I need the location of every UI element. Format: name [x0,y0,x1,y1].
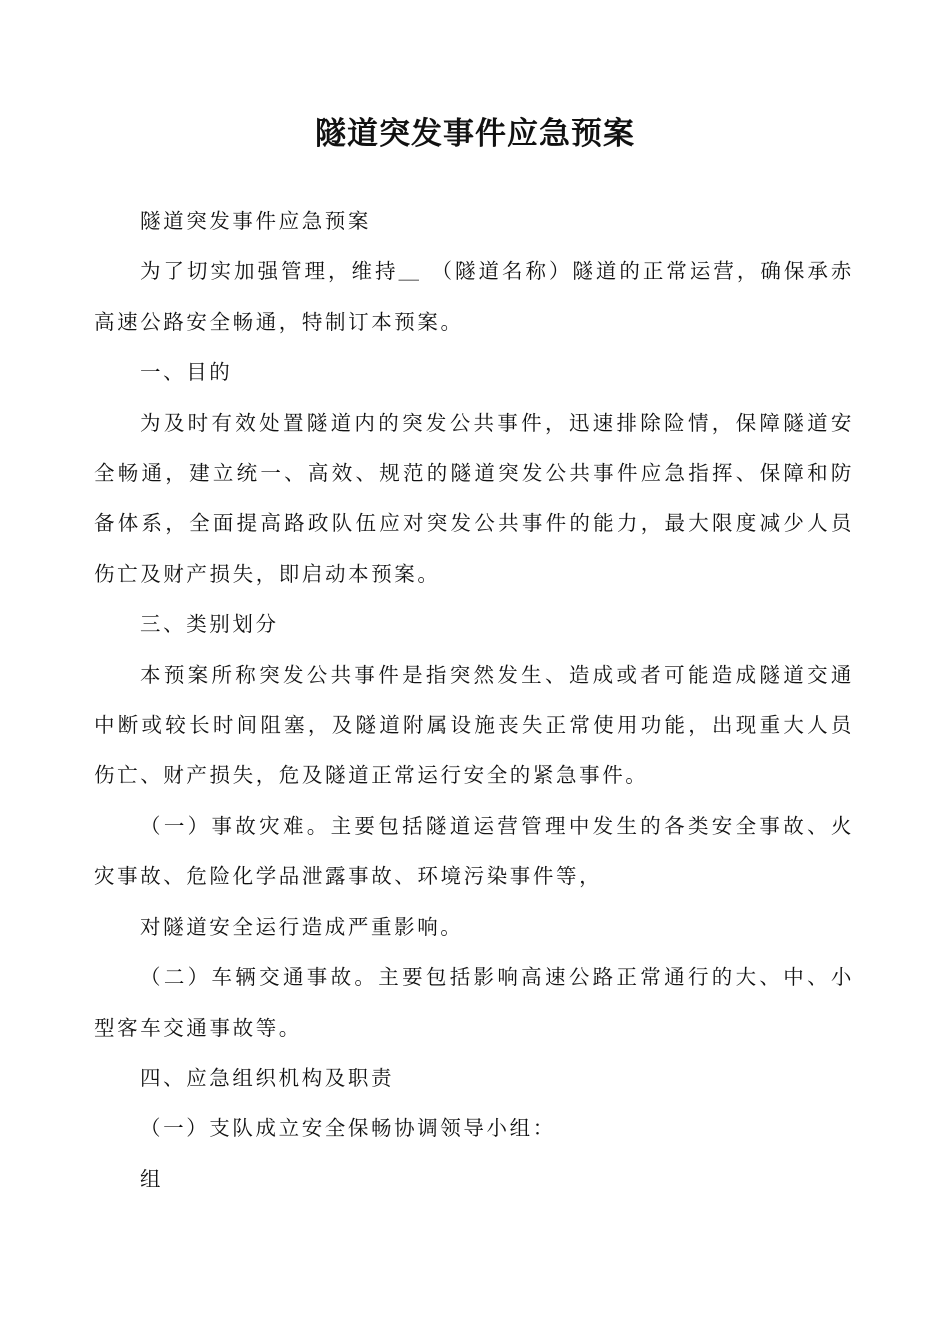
paragraph-intro: 为了切实加强管理，维持＿ （隧道名称）隧道的正常运营，确保承赤高速公路安全畅通，特制订本预案。 [94,259,854,334]
paragraph-group-fragment: 组 [140,1166,164,1191]
section-heading-classification: 三、类别划分 [140,612,279,637]
paragraph-accident-disasters: （一）事故灾难。主要包括隧道运营管理中发生的各类安全事故、火灾事故、危险化学品泄露事故、环境污染事件等， [94,813,854,889]
document-body [94,196,854,1204]
paragraph-heading-repeat: 隧道突发事件应急预案 [140,209,371,233]
paragraph-leadership-group: （一）支队成立安全保畅协调领导小组： [140,1116,556,1141]
section-heading-organization: 四、应急组织机构及职责 [140,1065,395,1090]
paragraph-accident-impact: 对隧道安全运行造成严重影响。 [140,914,464,939]
paragraph-purpose: 为及时有效处置隧道内的突发公共事件，迅速排除险情，保障隧道安全畅通，建立统一、高效、规范的隧道突发公共事件应急指挥、保障和防备体系，全面提高路政队伍应对突发公共事件的能力，最大限度减少人员伤亡及财产损失，即启动本预案。 [94,410,854,586]
document-title: 隧道突发事件应急预案 [315,115,635,152]
paragraph-classification: 本预案所称突发公共事件是指突然发生、造成或者可能造成隧道交通中断或较长时间阻塞，及隧道附属设施丧失正常使用功能，出现重大人员伤亡、财产损失，危及隧道正常运行安全的紧急事件。 [94,662,854,788]
paragraph-traffic-accidents: （二）车辆交通事故。主要包括影响高速公路正常通行的大、中、小型客车交通事故等。 [94,965,854,1040]
section-heading-purpose: 一、目的 [140,360,233,385]
